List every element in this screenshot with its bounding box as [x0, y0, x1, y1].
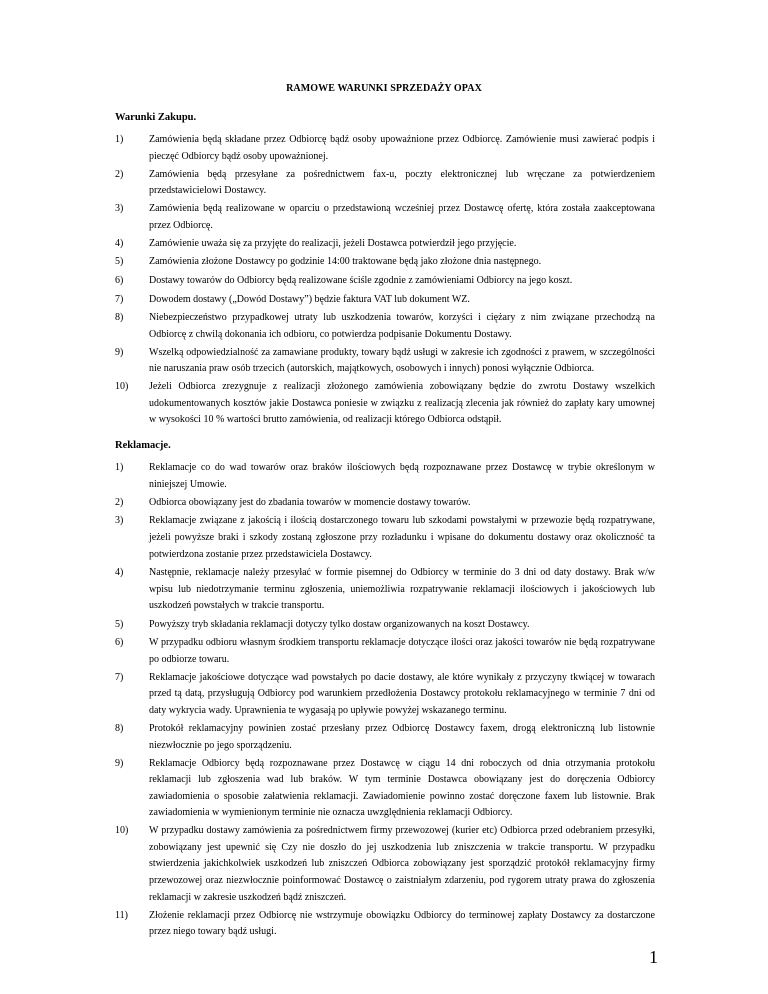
item-number: 8) [115, 312, 124, 324]
item-text: Odbiorca obowiązany jest do zbadania towarów w momencie dostawy towarów. [149, 496, 471, 508]
item-text: Jeżeli Odbiorca zrezygnuje z realizacji złożonego zamówienia zobowiązany będzie do zwrotu Dostawy wszelkich udokumentowanych kosztów jakie Dostawca poniesie w związku z realizacją zlecenia jak również do zapłaty kary umownej w wysokości 10 % wartości brutto zamówienia, od realizacji którego Odbiorca odstąpił. [149, 381, 655, 426]
list-item [115, 236, 655, 253]
item-text: Zamówienia będą realizowane w oparciu o przedstawioną wcześniej przez Dostawcę ofertę, która została zaakceptowana przez Odbiorcę. [149, 203, 655, 231]
list-item [115, 379, 655, 429]
document-title: RAMOWE WARUNKI SPRZEDAŻY OPAX [286, 83, 482, 94]
item-number: 9) [115, 346, 124, 358]
item-number: 7) [115, 671, 124, 683]
list-item [115, 254, 655, 271]
item-number: 5) [115, 256, 124, 268]
item-number: 1) [115, 134, 124, 146]
list-item [115, 635, 655, 668]
list-item [115, 513, 655, 563]
list-item [115, 292, 655, 309]
item-text: Reklamacje co do wad towarów oraz braków ilościowych będą rozpoznawane przez Dostawcę w trybie określonym w niniejszej Umowie. [149, 462, 655, 490]
section-heading-warunki-zakupu: Warunki Zakupu. [115, 112, 197, 123]
list-item [115, 908, 655, 941]
item-number: 6) [115, 637, 124, 649]
item-text: Zamówienia będą składane przez Odbiorcę bądź osoby upoważnione przez Odbiorcę. Zamówienie musi zawierać podpis i pieczęć Odbiorcy bądź osoby upoważnionej. [149, 134, 655, 162]
list-item [115, 345, 655, 378]
item-text: Następnie, reklamacje należy przesyłać w formie pisemnej do Odbiorcy w terminie do 3 dni od daty dostawy. Brak w/w wpisu lub niedotrzymanie terminu zgłoszenia, uniemożliwia rozpatrywanie reklamacji ilościowych i jakościowych lub uszkodzeń powstałych w trakcie transportu. [149, 567, 655, 612]
item-text: Reklamacje związane z jakością i ilością dostarczonego towaru lub szkodami powstałymi w przewozie będą rozpatrywane, jeżeli powyższe braki i szkody zostaną zgłoszone przy rozładunku i wpisane do dokumentu dostawy oraz okoliczność ta potwierdzona zostanie przez przedstawiciela Dostawcy. [149, 515, 655, 560]
list-item [115, 721, 655, 754]
item-number: 11) [115, 909, 128, 921]
item-text: Złożenie reklamacji przez Odbiorcę nie wstrzymuje obowiązku Odbiorcy do terminowej zapłaty Dostawcy za dostarczone przez niego towary bądź usługi. [149, 909, 655, 938]
item-number: 5) [115, 618, 124, 630]
item-number: 8) [115, 723, 124, 735]
list-item [115, 132, 655, 165]
item-text: Powyższy tryb składania reklamacji dotyczy tylko dostaw organizowanych na koszt Dostawcy. [149, 618, 530, 630]
list-item [115, 201, 655, 234]
item-text: Wszelką odpowiedzialność za zamawiane produkty, towary bądź usługi w zakresie ich zgodności z prawem, w szczególności nie naruszania praw osób trzecich (autorskich, majątkowych, osobowych i innych) ponosi wyłącznie Odbiorca. [149, 346, 655, 375]
item-number: 7) [115, 293, 124, 305]
item-number: 4) [115, 567, 124, 578]
item-text: Zamówienie uważa się za przyjęte do realizacji, jeżeli Dostawca potwierdził jego przyjęcie. [149, 237, 517, 249]
item-number: 1) [115, 462, 124, 474]
page-number: 1 [649, 947, 658, 967]
section-heading-reklamacje: Reklamacje. [115, 440, 171, 452]
item-text: Zamówienia złożone Dostawcy po godzinie 14:00 traktowane będą jako złożone dnia następnego. [149, 256, 542, 268]
list-item [115, 823, 655, 906]
item-number: 10) [115, 825, 129, 837]
item-number: 2) [115, 496, 124, 508]
item-number: 3) [115, 515, 124, 527]
list-item [115, 617, 655, 634]
item-text: Niebezpieczeństwo przypadkowej utraty lub uszkodzenia towarów, korzyści i ciężary z nim związane przechodzą na Odbiorcę z chwilą dokonania ich odbioru, co potwierdza podpisanie Dokumentu Dostawy. [149, 312, 655, 340]
item-number: 6) [115, 275, 124, 286]
list-item [115, 495, 655, 512]
item-text: Reklamacje Odbiorcy będą rozpoznawane przez Dostawcę w ciągu 14 dni roboczych od dnia otrzymania protokołu reklamacji lub zgłoszenia wad lub braków. W tym terminie Dostawca obowiązany jest do doręczenia Odbiorcy zawiadomienia o sposobie załatwienia reklamacji. Zawiadomienie powinno zostać doręczone faxem lub listownie. Brak zawiadomienia w wymienionym terminie nie oznacza uwzględnienia reklamacji Odbiorcy. [149, 757, 655, 819]
item-text: Dostawy towarów do Odbiorcy będą realizowane ściśle zgodnie z zamówieniami Odbiorcy na jego koszt. [149, 275, 573, 286]
item-number: 4) [115, 237, 124, 249]
list-item [115, 670, 655, 720]
item-text: W przypadku dostawy zamówienia za pośrednictwem firmy przewozowej (kurier etc) Odbiorca przed odebraniem przesyłki, zobowiązany jest upewnić się Czy nie doszło do jej uszkodzenia lub zniszczenia w trakcie transportu. W przypadku stwierdzenia jakichkolwiek uszkodzeń lub zniszczeń Odbiorca zobowiązany jest sporządzić protokół reklamacyjny firmy przewozowej oraz niezwłocznie poinformować Dostawcę o zaistniałym zdarzeniu, pod rygorem utraty prawa do zgłoszenia reklamacji w zakresie uszkodzeń bądź zniszczeń. [149, 825, 655, 903]
list-item [115, 756, 655, 822]
list-item [115, 565, 655, 615]
list-item [115, 310, 655, 343]
list-item [115, 273, 655, 290]
list-item [115, 167, 655, 200]
item-text: Zamówienia będą przesyłane za pośrednictwem fax-u, poczty elektronicznej lub wręczane za potwierdzeniem przedstawicielowi Dostawcy. [149, 168, 655, 197]
item-number: 10) [115, 381, 129, 393]
item-text: Reklamacje jakościowe dotyczące wad powstałych po dacie dostawy, ale które wynikały z przyczyny tkwiącej w towarach przed tą datą, przysługują Odbiorcy pod warunkiem przedłożenia Dostawcy protokołu reklamacyjnego w terminie 7 dni od daty wykrycia wady. Uprawnienia te wygasają po upływie powyżej wskazanego terminu. [149, 671, 655, 716]
item-number: 9) [115, 757, 124, 769]
item-number: 2) [115, 168, 124, 180]
item-text: Dowodem dostawy („Dowód Dostawy”) będzie faktura VAT lub dokument WZ. [149, 293, 470, 305]
list-item [115, 460, 655, 493]
item-text: Protokół reklamacyjny powinien zostać przesłany przez Odbiorcę Dostawcy faxem, drogą elektroniczną lub listownie niezwłocznie po jego sporządzeniu. [149, 723, 655, 751]
item-text: W przypadku odbioru własnym środkiem transportu reklamacje dotyczące ilości oraz jakości towarów nie będą rozpatrywane po odbiorze towaru. [149, 637, 655, 665]
item-number: 3) [115, 203, 124, 215]
